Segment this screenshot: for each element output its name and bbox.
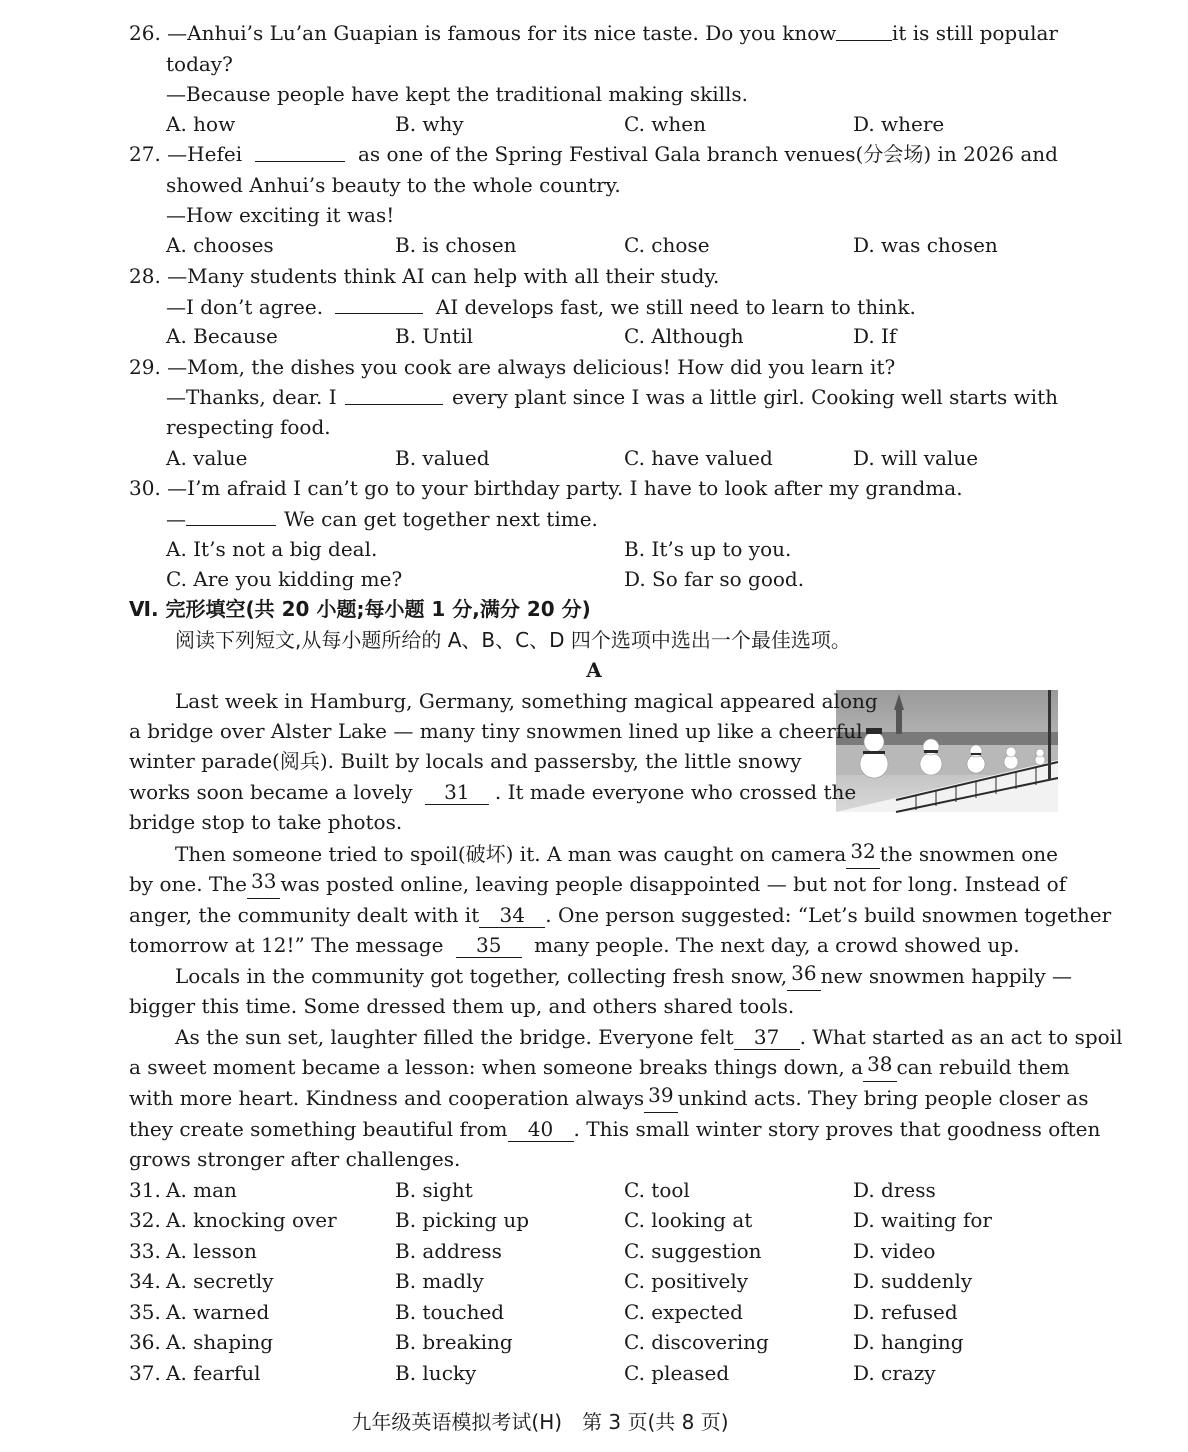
answer-blank <box>186 503 276 526</box>
option-d: D. hanging <box>853 1330 964 1354</box>
q27-line1: 27. —Hefei as one of the Spring Festival Gala branch venues(分会场) in 2026 and <box>129 139 1058 169</box>
question-number: 29. <box>129 355 161 379</box>
cloze-number: 31. <box>129 1178 161 1202</box>
q30-line2: — We can get together next time. <box>166 503 598 533</box>
passage-line: a sweet moment became a lesson: when someone breaks things down, a 38 can rebuild them <box>129 1052 1058 1082</box>
option-c: C. discovering <box>624 1330 769 1354</box>
option-d: D. If <box>853 324 897 348</box>
blank-37: 37 <box>734 1025 800 1050</box>
passage-line: winter parade(阅兵). Built by locals and passersby, the little snowy <box>129 749 802 773</box>
passage-line: a bridge over Alster Lake — many tiny snowmen lined up like a cheerful <box>129 719 863 743</box>
blank-40: 40 <box>508 1117 574 1142</box>
passage-line: grows stronger after challenges. <box>129 1147 461 1171</box>
option-b: B. valued <box>395 446 490 470</box>
option-a: A. secretly <box>166 1269 274 1293</box>
option-d: D. was chosen <box>853 233 998 257</box>
passage-line: tomorrow at 12!” The message 35 many people. The next day, a crowd showed up. <box>129 933 1020 957</box>
option-c: C. have valued <box>624 446 773 470</box>
option-b: B. madly <box>395 1269 484 1293</box>
option-c: C. looking at <box>624 1208 753 1232</box>
page-footer: 九年级英语模拟考试(H) 第 3 页(共 8 页) <box>351 1410 729 1434</box>
option-a: A. lesson <box>166 1239 257 1263</box>
option-a: A. how <box>166 112 236 136</box>
passage-line: Then someone tried to spoil(破坏) it. A man was caught on camera 32 the snowmen one <box>175 839 1058 869</box>
option-a: A. man <box>166 1178 237 1202</box>
passage-line: bigger this time. Some dressed them up, and others shared tools. <box>129 994 795 1018</box>
answer-blank <box>335 291 423 314</box>
option-c: C. Although <box>624 324 744 348</box>
option-b: B. It’s up to you. <box>624 537 792 561</box>
option-d: D. dress <box>853 1178 936 1202</box>
option-c: C. pleased <box>624 1361 730 1385</box>
passage-line: bridge stop to take photos. <box>129 810 403 834</box>
option-d: D. will value <box>853 446 979 470</box>
option-a: A. It’s not a big deal. <box>166 537 378 561</box>
option-b: B. lucky <box>395 1361 477 1385</box>
blank-31: 31 <box>425 780 489 805</box>
q26-line2: today? <box>166 52 233 76</box>
blank-32: 32 <box>846 839 879 869</box>
option-b: B. is chosen <box>395 233 517 257</box>
q30-line1: 30. —I’m afraid I can’t go to your birthday party. I have to look after my grandma. <box>129 476 963 500</box>
passage-line: by one. The 33 was posted online, leaving people disappointed — but not for long. Instead of <box>129 869 1058 899</box>
option-d: D. suddenly <box>853 1269 973 1293</box>
option-b: B. touched <box>395 1300 505 1324</box>
blank-33: 33 <box>247 869 280 899</box>
passage-line: they create something beautiful from 40 . This small winter story proves that goodness often <box>129 1117 1101 1141</box>
option-a: A. shaping <box>166 1330 274 1354</box>
option-c: C. expected <box>624 1300 743 1324</box>
option-a: A. fearful <box>166 1361 261 1385</box>
q27-line2: showed Anhui’s beauty to the whole country. <box>166 173 621 197</box>
question-number: 26. <box>129 21 161 45</box>
passage-line: Locals in the community got together, collecting fresh snow, 36 new snowmen happily — <box>175 961 1058 991</box>
option-d: D. where <box>853 112 945 136</box>
cloze-number: 37. <box>129 1361 161 1385</box>
section-title: Ⅵ. 完形填空(共 20 小题;每小题 1 分,满分 20 分) <box>129 597 591 621</box>
option-d: D. So far so good. <box>624 567 805 591</box>
option-a: A. knocking over <box>166 1208 337 1232</box>
cloze-number: 36. <box>129 1330 161 1354</box>
option-c: C. when <box>624 112 707 136</box>
answer-blank <box>836 18 892 41</box>
option-b: B. breaking <box>395 1330 513 1354</box>
q27-line3: —How exciting it was! <box>166 203 395 227</box>
blank-36: 36 <box>787 961 820 991</box>
section-instruction: 阅读下列短文,从每小题所给的 A、B、C、D 四个选项中选出一个最佳选项。 <box>175 628 851 652</box>
blank-39: 39 <box>644 1083 677 1113</box>
cloze-number: 35. <box>129 1300 161 1324</box>
option-b: B. address <box>395 1239 502 1263</box>
option-c: C. tool <box>624 1178 690 1202</box>
question-number: 27. <box>129 142 161 166</box>
passage-line: with more heart. Kindness and cooperation always 39 unkind acts. They bring people closer as <box>129 1083 1058 1113</box>
question-number: 28. <box>129 264 161 288</box>
option-a: A. warned <box>166 1300 270 1324</box>
option-c: C. positively <box>624 1269 749 1293</box>
q29-line1: 29. —Mom, the dishes you cook are always delicious! How did you learn it? <box>129 355 896 379</box>
option-b: B. picking up <box>395 1208 530 1232</box>
cloze-number: 34. <box>129 1269 161 1293</box>
q26-line1: 26. —Anhui’s Lu’an Guapian is famous for its nice taste. Do you know it is still popular <box>129 18 1058 48</box>
option-d: D. video <box>853 1239 936 1263</box>
option-d: D. refused <box>853 1300 958 1324</box>
q28-line1: 28. —Many students think AI can help with all their study. <box>129 264 720 288</box>
option-b: B. sight <box>395 1178 473 1202</box>
question-number: 30. <box>129 476 161 500</box>
q29-line2: —Thanks, dear. I every plant since I was a little girl. Cooking well starts with <box>166 382 1058 412</box>
q29-line3: respecting food. <box>166 415 331 439</box>
option-d: D. waiting for <box>853 1208 992 1232</box>
option-d: D. crazy <box>853 1361 936 1385</box>
passage-line: Last week in Hamburg, Germany, something magical appeared along <box>175 689 878 713</box>
blank-35: 35 <box>456 933 522 958</box>
answer-blank <box>255 139 345 162</box>
q26-line3: —Because people have kept the traditional making skills. <box>166 82 749 106</box>
option-c: C. chose <box>624 233 710 257</box>
blank-38: 38 <box>863 1052 896 1082</box>
q28-line2: —I don’t agree. AI develops fast, we still need to learn to think. <box>166 291 916 321</box>
answer-blank <box>345 382 443 405</box>
option-a: A. chooses <box>166 233 274 257</box>
blank-34: 34 <box>479 903 545 928</box>
passage-line: As the sun set, laughter filled the bridge. Everyone felt 37 . What started as an act to spoil <box>175 1025 1123 1049</box>
passage-label: A <box>586 658 602 682</box>
option-a: A. Because <box>166 324 278 348</box>
cloze-number: 32. <box>129 1208 161 1232</box>
passage-line: works soon became a lovely 31 . It made everyone who crossed the <box>129 780 857 804</box>
option-c: C. suggestion <box>624 1239 762 1263</box>
cloze-number: 33. <box>129 1239 161 1263</box>
option-b: B. why <box>395 112 464 136</box>
option-c: C. Are you kidding me? <box>166 567 403 591</box>
option-a: A. value <box>166 446 248 470</box>
passage-line: anger, the community dealt with it 34 . One person suggested: “Let’s build snowmen together <box>129 903 1112 927</box>
option-b: B. Until <box>395 324 473 348</box>
